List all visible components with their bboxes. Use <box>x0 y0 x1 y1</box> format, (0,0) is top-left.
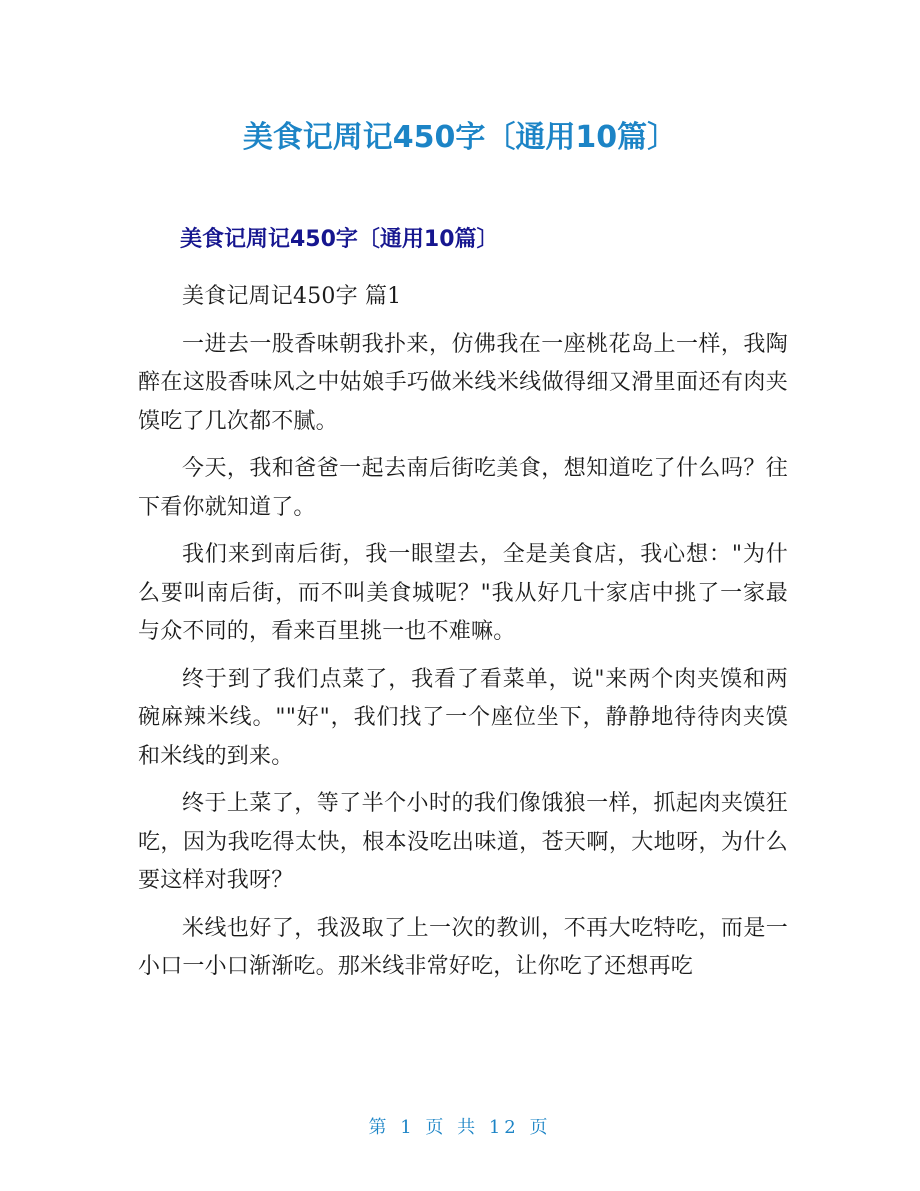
paragraph: 一进去一股香味朝我扑来，仿佛我在一座桃花岛上一样，我陶醉在这股香味风之中姑娘手巧做米线米线做得细又滑里面还有肉夹馍吃了几次都不腻。 <box>138 331 788 434</box>
paragraph: 终于到了我们点菜了，我看了看菜单，说"来两个肉夹馍和两碗麻辣米线。""好"，我们找了一个座位坐下，静静地待待肉夹馍和米线的到来。 <box>138 666 788 769</box>
document-body <box>138 278 788 987</box>
paragraph: 米线也好了，我汲取了上一次的教训，不再大吃特吃，而是一小口一小口渐渐吃。那米线非常好吃，让你吃了还想再吃 <box>138 915 788 979</box>
page-indicator: 第 1 页 共 12 页 <box>368 1117 552 1138</box>
paragraph: 我们来到南后街，我一眼望去，全是美食店，我心想："为什么要叫南后街，而不叫美食城呢？"我从好几十家店中挑了一家最与众不同的，看来百里挑一也不难嘛。 <box>138 542 788 644</box>
section-heading: 美食记周记450字 篇1 <box>182 284 402 309</box>
page-title: 美食记周记450字〔通用10篇〕 <box>242 120 678 155</box>
paragraph: 终于上菜了，等了半个小时的我们像饿狼一样，抓起肉夹馍狂吃，因为我吃得太快，根本没吃出味道，苍天啊，大地呀，为什么要这样对我呀？ <box>138 791 788 893</box>
document-subtitle: 美食记周记450字〔通用10篇〕 <box>180 227 499 252</box>
paragraph: 今天，我和爸爸一起去南后街吃美食，想知道吃了什么吗？往下看你就知道了。 <box>138 456 788 520</box>
